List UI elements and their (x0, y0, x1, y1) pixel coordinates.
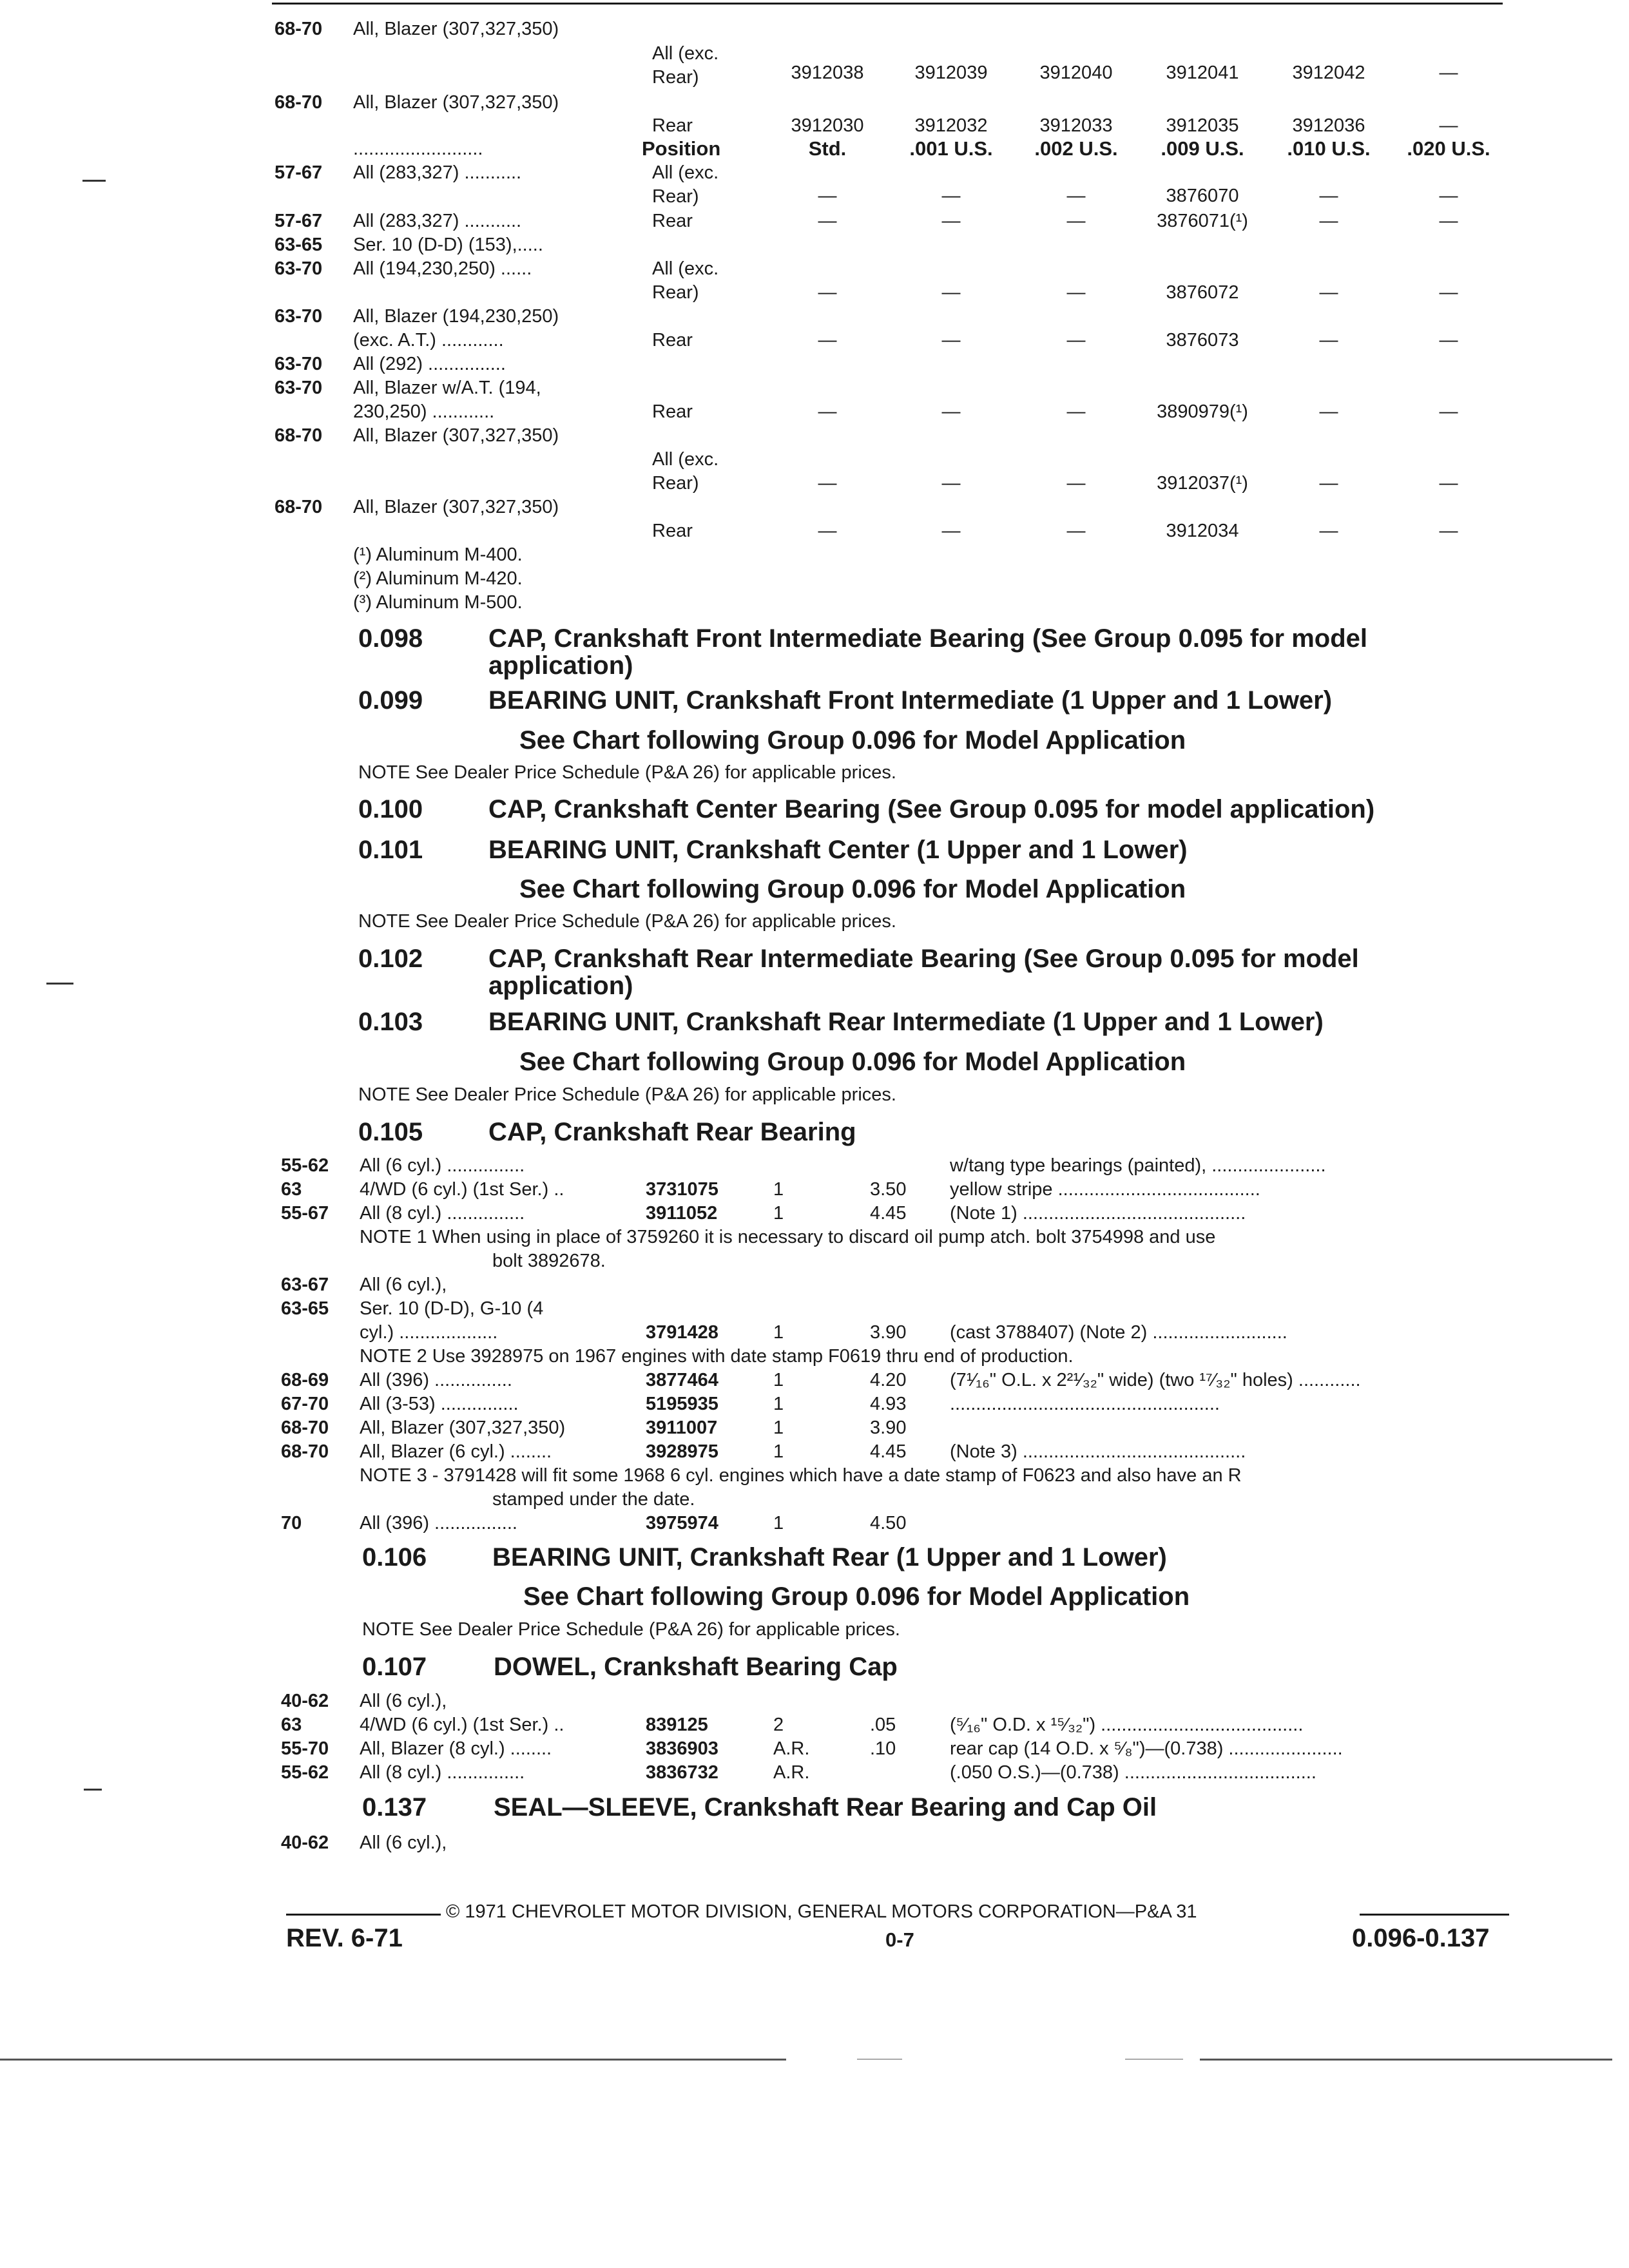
price: 3.50 (870, 1179, 907, 1200)
bearing-position: Rear) (652, 67, 699, 88)
column-header-position: Position (642, 137, 721, 160)
part-number-cell: — (1439, 473, 1458, 494)
model-year: 40-62 (281, 1691, 329, 1711)
part-number: 3911007 (646, 1418, 718, 1438)
group-number: 0.100 (358, 795, 423, 823)
part-number-cell: — (1319, 282, 1338, 303)
part-number-cell: 3912033 (1039, 115, 1113, 136)
price: 3.90 (870, 1418, 907, 1438)
model-description: 4/WD (6 cyl.) (1st Ser.) .. (360, 1715, 564, 1735)
margin-mark (84, 1789, 102, 1791)
part-number-cell: — (941, 186, 961, 206)
model-description: All (6 cyl.) ............... (360, 1155, 525, 1176)
model-year: 63-70 (275, 306, 323, 327)
part-description: (7¹⁄₁₆" O.L. x 2²¹⁄₃₂" wide) (two ¹⁷⁄₃₂" holes) ............ (950, 1370, 1361, 1390)
part-number-cell: — (1439, 186, 1458, 206)
model-year: 68-70 (275, 425, 323, 446)
model-description: 4/WD (6 cyl.) (1st Ser.) .. (360, 1179, 564, 1200)
part-number-cell: — (941, 401, 961, 422)
model-year: 68-69 (281, 1370, 329, 1390)
note-line: NOTE 3 - 3791428 will fit some 1968 6 cyl. engines which have a date stamp of F0623 and also have an R (360, 1465, 1242, 1486)
price-note: NOTE See Dealer Price Schedule (P&A 26) for applicable prices. (358, 911, 896, 932)
part-number-cell: — (1439, 211, 1458, 231)
part-number: 3928975 (646, 1441, 718, 1462)
see-chart-line: See Chart following Group 0.096 for Model Application (523, 1582, 1190, 1611)
part-number-cell: — (1319, 521, 1338, 541)
note-line: bolt 3892678. (492, 1251, 606, 1271)
part-number-cell: 3876072 (1166, 282, 1239, 303)
model-description: All (292) ............... (353, 354, 506, 374)
model-description: All (8 cyl.) ............... (360, 1203, 525, 1224)
model-year: 63-65 (275, 235, 323, 255)
part-number-cell: 3912040 (1039, 62, 1113, 83)
model-description: All, Blazer (8 cyl.) ........ (360, 1738, 552, 1759)
model-description: All (283,327) ........... (353, 162, 522, 183)
see-chart-line: See Chart following Group 0.096 for Model Application (519, 726, 1186, 754)
price-note: NOTE See Dealer Price Schedule (P&A 26) for applicable prices. (358, 762, 896, 783)
margin-mark (82, 180, 106, 182)
part-number-cell: — (1319, 473, 1338, 494)
part-number-cell: — (1439, 330, 1458, 351)
part-number-cell: — (941, 211, 961, 231)
price: .10 (870, 1738, 896, 1759)
group-number: 0.105 (358, 1118, 423, 1146)
part-number-cell: — (818, 330, 837, 351)
part-number-cell: 3912034 (1166, 521, 1239, 541)
price: 4.20 (870, 1370, 907, 1390)
bearing-position: All (exc. (652, 258, 719, 279)
quantity: 1 (773, 1322, 784, 1343)
model-year: 55-70 (281, 1738, 329, 1759)
footnote: (³) Aluminum M-500. (353, 592, 523, 613)
part-number-cell: — (818, 211, 837, 231)
group-title: CAP, Crankshaft Front Intermediate Bearing (See Group 0.095 for model application) (488, 624, 1368, 680)
part-number-cell: — (1066, 401, 1086, 422)
model-year: 67-70 (281, 1394, 329, 1414)
part-number: 3836732 (646, 1762, 718, 1783)
model-description: Ser. 10 (D-D), G-10 (4 (360, 1298, 544, 1319)
group-title: DOWEL, Crankshaft Bearing Cap (494, 1653, 898, 1681)
model-description: All (6 cyl.), (360, 1832, 447, 1853)
part-number-cell: — (818, 521, 837, 541)
footer-rule-left (286, 1914, 441, 1916)
part-number-cell: — (941, 521, 961, 541)
price: 4.45 (870, 1203, 907, 1224)
part-number: 3911052 (646, 1203, 718, 1224)
part-number-cell: 3912030 (791, 115, 864, 136)
footer-rule-right (1360, 1914, 1509, 1916)
model-year: 63 (281, 1715, 302, 1735)
bearing-position: Rear (652, 211, 693, 231)
model-year: 55-67 (281, 1203, 329, 1224)
group-number: 0.137 (362, 1793, 427, 1821)
model-description: All (396) ................ (360, 1513, 517, 1533)
part-number-cell: 3912041 (1166, 62, 1239, 83)
model-description: All, Blazer (307,327,350) (353, 92, 559, 113)
part-description: rear cap (14 O.D. x ⁵⁄₈")—(0.738) ...................... (950, 1738, 1343, 1759)
group-number: 0.107 (362, 1653, 427, 1681)
price: 4.45 (870, 1441, 907, 1462)
price-note: NOTE See Dealer Price Schedule (P&A 26) for applicable prices. (362, 1619, 900, 1640)
price-note: NOTE See Dealer Price Schedule (P&A 26) for applicable prices. (358, 1084, 896, 1105)
model-description: All, Blazer (6 cyl.) ........ (360, 1441, 552, 1462)
group-number: 0.098 (358, 624, 423, 653)
model-year: 40-62 (281, 1832, 329, 1853)
model-description: All (8 cyl.) ............... (360, 1762, 525, 1783)
part-number-cell: 3912032 (914, 115, 988, 136)
bearing-position: All (exc. (652, 449, 719, 470)
group-title: BEARING UNIT, Crankshaft Rear Intermediate (1 Upper and 1 Lower) (488, 1008, 1324, 1036)
see-chart-line: See Chart following Group 0.096 for Model Application (519, 875, 1186, 903)
price: 4.50 (870, 1513, 907, 1533)
part-number-cell: — (1319, 330, 1338, 351)
price: 3.90 (870, 1322, 907, 1343)
quantity: 2 (773, 1715, 784, 1735)
model-year: 68-70 (275, 497, 323, 517)
bearing-position: Rear) (652, 473, 699, 494)
model-year: 57-67 (275, 162, 323, 183)
part-number: 839125 (646, 1715, 708, 1735)
model-year: 63-65 (281, 1298, 329, 1319)
model-description: All, Blazer (307,327,350) (353, 497, 559, 517)
part-number-cell: 3912038 (791, 62, 864, 83)
bearing-position: All (exc. (652, 43, 719, 64)
model-year: 68-70 (281, 1418, 329, 1438)
part-description: (.050 O.S.)—(0.738) ..................................... (950, 1762, 1316, 1783)
part-number-cell: — (818, 473, 837, 494)
quantity: 1 (773, 1394, 784, 1414)
bottom-rule (857, 2059, 902, 2060)
note-line: NOTE 1 When using in place of 3759260 it is necessary to discard oil pump atch. bolt 3754998 and use (360, 1227, 1216, 1247)
part-description: (⁵⁄₁₆" O.D. x ¹⁵⁄₃₂") ....................................... (950, 1715, 1304, 1735)
model-description: ......................... (353, 139, 483, 159)
model-description: All, Blazer (307,327,350) (360, 1418, 566, 1438)
part-number-cell: — (1439, 401, 1458, 422)
bearing-position: All (exc. (652, 162, 719, 183)
part-description: w/tang type bearings (painted), ...................... (950, 1155, 1326, 1176)
model-description: All (6 cyl.), (360, 1691, 447, 1711)
model-description: All, Blazer (194,230,250) (353, 306, 559, 327)
part-number-cell: — (818, 186, 837, 206)
group-number: 0.106 (362, 1543, 427, 1571)
bearing-position: Rear (652, 115, 693, 136)
footnote: (²) Aluminum M-420. (353, 568, 523, 589)
model-description: All (3-53) ............... (360, 1394, 519, 1414)
part-number-cell: — (941, 282, 961, 303)
bottom-rule (1125, 2059, 1183, 2060)
price: .05 (870, 1715, 896, 1735)
model-description: All, Blazer w/A.T. (194, (353, 378, 541, 398)
column-header: .009 U.S. (1161, 137, 1244, 160)
part-number-cell: 3912042 (1292, 62, 1365, 83)
part-number-cell: — (1439, 62, 1458, 83)
note-line: NOTE 2 Use 3928975 on 1967 engines with date stamp F0619 thru end of production. (360, 1346, 1074, 1367)
footer-copyright: © 1971 CHEVROLET MOTOR DIVISION, GENERAL MOTORS CORPORATION—P&A 31 (446, 1901, 1197, 1922)
group-number: 0.103 (358, 1008, 423, 1036)
model-description: All (283,327) ........... (353, 211, 522, 231)
part-number-cell: — (818, 401, 837, 422)
model-description: 230,250) ............ (353, 401, 495, 422)
model-year: 63-67 (281, 1274, 329, 1295)
group-title: CAP, Crankshaft Rear Bearing (488, 1118, 856, 1146)
part-number-cell: — (1439, 282, 1458, 303)
part-number: 3877464 (646, 1370, 718, 1390)
quantity: 1 (773, 1203, 784, 1224)
model-year: 55-62 (281, 1762, 329, 1783)
bearing-position: Rear (652, 401, 693, 422)
group-title: BEARING UNIT, Crankshaft Rear (1 Upper and 1 Lower) (492, 1543, 1167, 1571)
part-description: (Note 3) ........................................... (950, 1441, 1246, 1462)
model-description: (exc. A.T.) ............ (353, 330, 504, 351)
footnote: (¹) Aluminum M-400. (353, 544, 523, 565)
part-number-cell: — (1319, 401, 1338, 422)
group-number: 0.102 (358, 945, 423, 973)
group-title: BEARING UNIT, Crankshaft Center (1 Upper and 1 Lower) (488, 836, 1188, 864)
part-number-cell: — (1319, 186, 1338, 206)
part-number: 3975974 (646, 1513, 718, 1533)
part-number-cell: — (1439, 521, 1458, 541)
part-number-cell: 3876073 (1166, 330, 1239, 351)
part-description: yellow stripe ....................................... (950, 1179, 1260, 1200)
group-number: 0.099 (358, 686, 423, 715)
column-header: .010 U.S. (1287, 137, 1371, 160)
part-description: .................................................... (950, 1394, 1220, 1414)
footer-page-number: 0-7 (885, 1928, 914, 1951)
model-description: All, Blazer (307,327,350) (353, 19, 559, 39)
model-year: 63-70 (275, 258, 323, 279)
top-rule (272, 3, 1503, 5)
bottom-rule (0, 2059, 786, 2061)
bearing-position: Rear) (652, 186, 699, 207)
part-number-cell: 3876070 (1166, 186, 1239, 206)
model-year: 55-62 (281, 1155, 329, 1176)
bearing-position: Rear (652, 330, 693, 351)
model-description: All (6 cyl.), (360, 1274, 447, 1295)
part-number-cell: 3912036 (1292, 115, 1365, 136)
part-number-cell: 3912037(¹) (1157, 473, 1248, 494)
model-description: All, Blazer (307,327,350) (353, 425, 559, 446)
footer-group-range: 0.096-0.137 (1352, 1924, 1490, 1952)
model-year: 63-70 (275, 354, 323, 374)
part-number-cell: — (1439, 115, 1458, 136)
column-header: .002 U.S. (1034, 137, 1118, 160)
quantity: A.R. (773, 1738, 810, 1759)
column-header: .001 U.S. (909, 137, 993, 160)
model-year: 68-70 (275, 92, 323, 113)
footer-revision: REV. 6-71 (286, 1924, 403, 1952)
group-number: 0.101 (358, 836, 423, 864)
group-title: BEARING UNIT, Crankshaft Front Intermediate (1 Upper and 1 Lower) (488, 686, 1333, 715)
part-number-cell: — (1066, 186, 1086, 206)
part-number-cell: — (941, 330, 961, 351)
price: 4.93 (870, 1394, 907, 1414)
part-number-cell: 3912035 (1166, 115, 1239, 136)
quantity: 1 (773, 1179, 784, 1200)
model-description: cyl.) ................... (360, 1322, 498, 1343)
quantity: 1 (773, 1513, 784, 1533)
bearing-position: Rear) (652, 282, 699, 303)
part-number-cell: — (1066, 330, 1086, 351)
part-number-cell: — (941, 473, 961, 494)
model-description: Ser. 10 (D-D) (153),..... (353, 235, 543, 255)
column-header: Std. (808, 137, 847, 160)
part-number: 3791428 (646, 1322, 718, 1343)
quantity: 1 (773, 1441, 784, 1462)
part-number-cell: 3890979(¹) (1157, 401, 1248, 422)
quantity: 1 (773, 1418, 784, 1438)
group-title: CAP, Crankshaft Rear Intermediate Bearing (See Group 0.095 for model application) (488, 945, 1359, 1000)
part-description: (Note 1) ........................................... (950, 1203, 1246, 1224)
model-description: All (396) ............... (360, 1370, 512, 1390)
part-number-cell: — (1319, 211, 1338, 231)
part-number-cell: — (1066, 282, 1086, 303)
model-year: 70 (281, 1513, 302, 1533)
part-number-cell: 3876071(¹) (1157, 211, 1248, 231)
part-number-cell: — (1066, 211, 1086, 231)
part-description: (cast 3788407) (Note 2) .......................... (950, 1322, 1287, 1343)
note-line: stamped under the date. (492, 1489, 695, 1510)
quantity: 1 (773, 1370, 784, 1390)
part-number-cell: — (818, 282, 837, 303)
model-year: 68-70 (275, 19, 323, 39)
part-number-cell: 3912039 (914, 62, 988, 83)
column-header: .020 U.S. (1407, 137, 1490, 160)
quantity: A.R. (773, 1762, 810, 1783)
see-chart-line: See Chart following Group 0.096 for Model Application (519, 1048, 1186, 1076)
bearing-position: Rear (652, 521, 693, 541)
part-number: 3731075 (646, 1179, 718, 1200)
part-number-cell: — (1066, 521, 1086, 541)
margin-mark (46, 983, 73, 985)
model-year: 68-70 (281, 1441, 329, 1462)
part-number: 3836903 (646, 1738, 718, 1759)
part-number-cell: — (1066, 473, 1086, 494)
group-title: SEAL—SLEEVE, Crankshaft Rear Bearing and Cap Oil (494, 1793, 1157, 1821)
model-year: 63-70 (275, 378, 323, 398)
model-description: All (194,230,250) ...... (353, 258, 532, 279)
model-year: 63 (281, 1179, 302, 1200)
model-year: 57-67 (275, 211, 323, 231)
part-number: 5195935 (646, 1394, 718, 1414)
group-title: CAP, Crankshaft Center Bearing (See Group 0.095 for model application) (488, 795, 1375, 823)
bottom-rule (1200, 2059, 1612, 2061)
